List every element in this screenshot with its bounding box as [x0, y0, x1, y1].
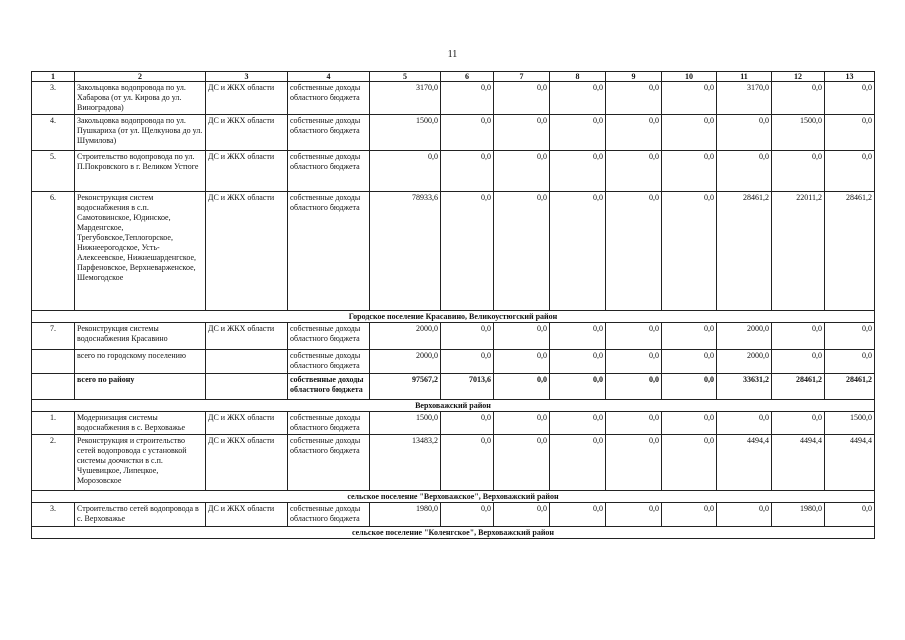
amount-cell: 0,0	[606, 350, 662, 374]
amount-cell: 0,0	[441, 192, 494, 311]
amount-cell: 0,0	[441, 115, 494, 151]
amount-cell: 0,0	[494, 374, 550, 400]
amount-cell: 0,0	[772, 412, 825, 435]
measure-name: всего по району	[75, 374, 206, 400]
amount-cell: 28461,2	[717, 192, 772, 311]
measure-name: Реконструкция и строительство сетей водопровода с установкой системы доочистки в с.п. Чушевицкое, Липецкое, Морозовское	[75, 435, 206, 491]
funding-source: собственные доходы областного бюджета	[288, 151, 370, 192]
amount-cell: 22011,2	[772, 192, 825, 311]
section-row	[32, 400, 875, 412]
executor: ДС и ЖКХ области	[206, 503, 288, 527]
amount-cell: 4494,4	[717, 435, 772, 491]
amount-cell: 0,0	[717, 151, 772, 192]
amount-cell: 2000,0	[717, 350, 772, 374]
amount-cell: 0,0	[494, 503, 550, 527]
amount-cell: 78933,6	[370, 192, 441, 311]
amount-cell: 28461,2	[772, 374, 825, 400]
funding-source: собственные доходы областного бюджета	[288, 350, 370, 374]
amount-cell: 0,0	[662, 374, 717, 400]
amount-cell: 0,0	[441, 151, 494, 192]
amount-cell: 0,0	[662, 151, 717, 192]
executor: ДС и ЖКХ области	[206, 151, 288, 192]
amount-cell: 0,0	[441, 435, 494, 491]
column-number-cell: 6	[441, 72, 494, 82]
table-row	[32, 82, 875, 115]
measure-name: Строительство сетей водопровода в с. Верховажье	[75, 503, 206, 527]
amount-cell: 0,0	[662, 350, 717, 374]
amount-cell: 0,0	[717, 412, 772, 435]
amount-cell: 0,0	[606, 82, 662, 115]
row-number: 6.	[32, 192, 75, 311]
section-row	[32, 527, 875, 539]
column-number-cell: 7	[494, 72, 550, 82]
amount-cell: 0,0	[662, 323, 717, 350]
executor: ДС и ЖКХ области	[206, 412, 288, 435]
amount-cell: 0,0	[606, 435, 662, 491]
funding-source: собственные доходы областного бюджета	[288, 192, 370, 311]
column-number-cell: 3	[206, 72, 288, 82]
amount-cell: 0,0	[662, 412, 717, 435]
column-number-cell: 8	[550, 72, 606, 82]
amount-cell: 0,0	[494, 115, 550, 151]
amount-cell: 0,0	[494, 350, 550, 374]
amount-cell: 0,0	[494, 82, 550, 115]
amount-cell: 0,0	[606, 192, 662, 311]
amount-cell: 0,0	[825, 115, 875, 151]
amount-cell: 2000,0	[370, 323, 441, 350]
column-number-cell: 5	[370, 72, 441, 82]
amount-cell: 0,0	[550, 323, 606, 350]
amount-cell: 0,0	[550, 412, 606, 435]
amount-cell: 0,0	[550, 82, 606, 115]
table-row	[32, 192, 875, 311]
amount-cell: 0,0	[825, 82, 875, 115]
executor	[206, 350, 288, 374]
amount-cell: 0,0	[494, 151, 550, 192]
amount-cell: 4494,4	[772, 435, 825, 491]
amount-cell: 0,0	[550, 435, 606, 491]
amount-cell: 7013,6	[441, 374, 494, 400]
measure-name: Модернизация системы водоснабжения в с. Верховажье	[75, 412, 206, 435]
funding-source: собственные доходы областного бюджета	[288, 435, 370, 491]
amount-cell: 0,0	[662, 503, 717, 527]
executor: ДС и ЖКХ области	[206, 323, 288, 350]
amount-cell: 0,0	[494, 323, 550, 350]
funding-source: собственные доходы областного бюджета	[288, 412, 370, 435]
amount-cell: 13483,2	[370, 435, 441, 491]
amount-cell: 97567,2	[370, 374, 441, 400]
column-number-cell: 13	[825, 72, 875, 82]
amount-cell: 0,0	[825, 151, 875, 192]
amount-cell: 0,0	[550, 192, 606, 311]
table-row	[32, 350, 875, 374]
row-number: 3.	[32, 82, 75, 115]
amount-cell: 0,0	[825, 350, 875, 374]
funding-source: собственные доходы областного бюджета	[288, 82, 370, 115]
row-number	[32, 374, 75, 400]
row-number: 1.	[32, 412, 75, 435]
row-number: 5.	[32, 151, 75, 192]
amount-cell: 0,0	[494, 435, 550, 491]
row-number: 4.	[32, 115, 75, 151]
amount-cell: 0,0	[441, 350, 494, 374]
amount-cell: 1980,0	[370, 503, 441, 527]
amount-cell: 0,0	[662, 435, 717, 491]
measure-name: Закольцовка водопровода по ул. Хабарова (от ул. Кирова до ул. Виноградова)	[75, 82, 206, 115]
funding-source: собственные доходы областного бюджета	[288, 115, 370, 151]
amount-cell: 0,0	[370, 151, 441, 192]
funding-source: собственные доходы областного бюджета	[288, 374, 370, 400]
amount-cell: 0,0	[662, 192, 717, 311]
amount-cell: 0,0	[662, 82, 717, 115]
amount-cell: 0,0	[494, 192, 550, 311]
amount-cell: 0,0	[825, 503, 875, 527]
amount-cell: 0,0	[772, 323, 825, 350]
measure-name: Реконструкция системы водоснабжения Красавино	[75, 323, 206, 350]
table-row	[32, 503, 875, 527]
amount-cell: 0,0	[606, 412, 662, 435]
measure-name: Строительство водопровода по ул. П.Покровского в г. Великом Устюге	[75, 151, 206, 192]
row-number	[32, 350, 75, 374]
amount-cell: 0,0	[441, 412, 494, 435]
amount-cell: 0,0	[606, 323, 662, 350]
table-row	[32, 412, 875, 435]
amount-cell: 0,0	[717, 503, 772, 527]
amount-cell: 0,0	[441, 323, 494, 350]
amount-cell: 1980,0	[772, 503, 825, 527]
amount-cell: 0,0	[550, 374, 606, 400]
amount-cell: 0,0	[606, 374, 662, 400]
header-row	[32, 72, 875, 82]
measure-name: Реконструкция систем водоснабжения в с.п. Самотовинское, Юдинское, Марденгское, Трегубовское,Теплогорское, Нижнеерогодское, Усть-Алексеевское, Нижнешарденгское, Парфеновское, Верхневарженское, Шемогодское	[75, 192, 206, 311]
amount-cell: 3170,0	[370, 82, 441, 115]
amount-cell: 33631,2	[717, 374, 772, 400]
row-number: 3.	[32, 503, 75, 527]
section-row	[32, 491, 875, 503]
amount-cell: 0,0	[772, 151, 825, 192]
amount-cell: 0,0	[494, 412, 550, 435]
amount-cell: 0,0	[550, 151, 606, 192]
table-row	[32, 435, 875, 491]
funding-source: собственные доходы областного бюджета	[288, 323, 370, 350]
column-number-cell: 2	[75, 72, 206, 82]
amount-cell: 0,0	[441, 503, 494, 527]
section-row	[32, 311, 875, 323]
amount-cell: 0,0	[772, 82, 825, 115]
measure-name: всего по городскому поселению	[75, 350, 206, 374]
amount-cell: 2000,0	[717, 323, 772, 350]
amount-cell: 2000,0	[370, 350, 441, 374]
executor: ДС и ЖКХ области	[206, 192, 288, 311]
section-title: сельское поселение "Коленгское", Верховажский район	[32, 527, 875, 539]
executor	[206, 374, 288, 400]
column-number-cell: 9	[606, 72, 662, 82]
amount-cell: 1500,0	[370, 115, 441, 151]
section-title: Городское поселение Красавино, Великоустюгский район	[32, 311, 875, 323]
section-title: Верховажский район	[32, 400, 875, 412]
amount-cell: 1500,0	[370, 412, 441, 435]
row-number: 2.	[32, 435, 75, 491]
amount-cell: 1500,0	[825, 412, 875, 435]
amount-cell: 0,0	[606, 503, 662, 527]
amount-cell: 0,0	[550, 115, 606, 151]
amount-cell: 4494,4	[825, 435, 875, 491]
amount-cell: 0,0	[825, 323, 875, 350]
page-number: 11	[447, 49, 458, 60]
column-number-cell: 11	[717, 72, 772, 82]
table-row	[32, 374, 875, 400]
amount-cell: 0,0	[606, 151, 662, 192]
column-number-cell: 12	[772, 72, 825, 82]
table-row	[32, 151, 875, 192]
amount-cell: 0,0	[662, 115, 717, 151]
executor: ДС и ЖКХ области	[206, 115, 288, 151]
row-number: 7.	[32, 323, 75, 350]
amount-cell: 0,0	[717, 115, 772, 151]
amount-cell: 0,0	[550, 503, 606, 527]
column-number-cell: 10	[662, 72, 717, 82]
program-table	[31, 71, 875, 539]
table-row	[32, 323, 875, 350]
amount-cell: 28461,2	[825, 374, 875, 400]
measure-name: Закольцовка водопровода по ул. Пушкариха (от ул. Щелкунова до ул. Шумилова)	[75, 115, 206, 151]
amount-cell: 0,0	[772, 350, 825, 374]
funding-source: собственные доходы областного бюджета	[288, 503, 370, 527]
amount-cell: 3170,0	[717, 82, 772, 115]
table-row	[32, 115, 875, 151]
column-number-cell: 4	[288, 72, 370, 82]
amount-cell: 1500,0	[772, 115, 825, 151]
amount-cell: 0,0	[550, 350, 606, 374]
amount-cell: 0,0	[606, 115, 662, 151]
amount-cell: 28461,2	[825, 192, 875, 311]
executor: ДС и ЖКХ области	[206, 82, 288, 115]
executor: ДС и ЖКХ области	[206, 435, 288, 491]
amount-cell: 0,0	[441, 82, 494, 115]
section-title: сельское поселение "Верховажское", Верховажский район	[32, 491, 875, 503]
column-number-cell: 1	[32, 72, 75, 82]
